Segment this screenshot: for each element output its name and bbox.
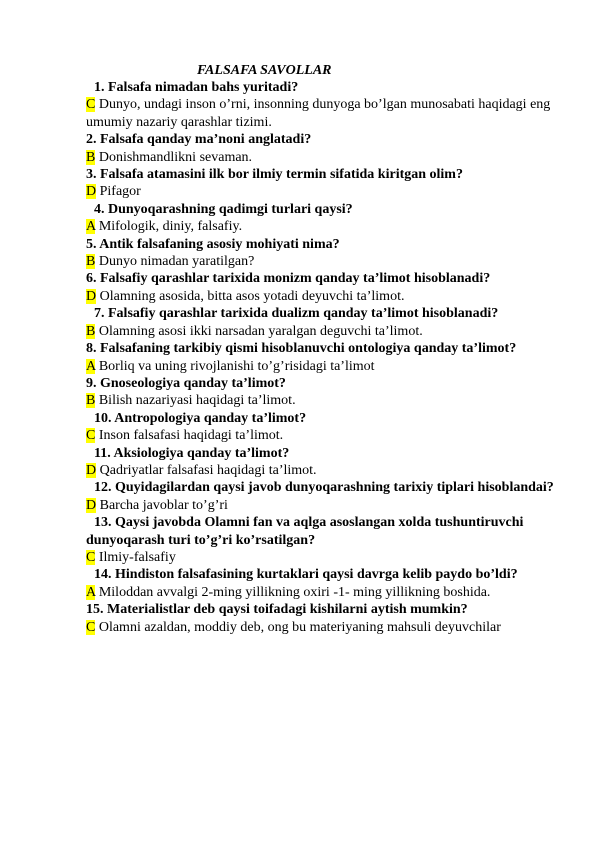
question-14: 14. Hindiston falsafasining kurtaklari qaysi davrga kelib paydo bo’ldi? — [94, 567, 518, 583]
answer-10 — [86, 427, 566, 444]
question-1: 1. Falsafa nimadan bahs yuritadi? — [94, 80, 299, 95]
answer-14 — [86, 584, 566, 601]
question-2: 2. Falsafa qanday ma’noni anglatadi? — [86, 132, 312, 148]
answer-text: Mifologik, diniy, falsafiy. — [95, 219, 243, 235]
question-3: 3. Falsafa atamasini ilk bor ilmiy termin sifatida kiritgan olim? — [86, 167, 463, 183]
answer-15 — [86, 619, 566, 636]
question-8: 8. Falsafaning tarkibiy qismi hisoblanuvchi ontologiya qanday ta’limot? — [86, 341, 517, 357]
question-15: 15. Materialistlar deb qaysi toifadagi kishilarni aytish mumkin? — [86, 602, 468, 618]
answer-letter: C — [86, 97, 96, 113]
answer-text: Miloddan avvalgi 2-ming yillikning oxiri -1- ming yillikning boshida. — [95, 584, 491, 600]
answer-text: Borliq va uning rivojlanishi to’g’risidagi ta’limot — [95, 358, 375, 374]
answer-text: Inson falsafasi haqidagi ta’limot. — [95, 428, 284, 444]
answer-1 — [86, 96, 566, 131]
answer-13 — [86, 549, 566, 566]
answer-text: Donishmandlikni sevaman. — [95, 149, 253, 165]
answer-letter: D — [86, 462, 97, 478]
answer-text: Ilmiy-falsafiy — [95, 549, 176, 565]
answer-letter: A — [86, 219, 96, 235]
answer-text: Olamning asosida, bitta asos yotadi deyuvchi ta’limot. — [96, 288, 405, 304]
answer-text: Olamning asosi ikki narsadan yaralgan deguvchi ta’limot. — [95, 323, 423, 339]
answer-8 — [86, 358, 566, 375]
answer-text: Pifagor — [96, 184, 141, 200]
answer-text: Dunyo nimadan yaratilgan? — [95, 254, 255, 270]
question-12: 12. Quyidagilardan qaysi javob dunyoqarashning tarixiy tiplari hisoblandai? — [94, 480, 554, 496]
answer-6 — [86, 288, 566, 305]
answer-11 — [86, 462, 566, 479]
answer-text: Barcha javoblar to’g’ri — [96, 497, 228, 513]
question-9: 9. Gnoseologiya qanday ta’limot? — [86, 375, 286, 391]
answer-letter: C — [86, 619, 96, 635]
answer-text: Olamni azaldan, moddiy deb, ong bu materiyaning mahsuli deyuvchilar — [95, 619, 501, 635]
answer-5 — [86, 253, 566, 270]
answer-letter: A — [86, 584, 96, 600]
answer-letter: D — [86, 184, 97, 200]
question-10: 10. Antropologiya qanday ta’limot? — [94, 410, 307, 426]
answer-letter: B — [86, 323, 96, 339]
question-7: 7. Falsafiy qarashlar tarixida dualizm qanday ta’limot hisoblanadi? — [94, 306, 499, 322]
answer-letter: D — [86, 288, 97, 304]
answer-text: Dunyo, undagi inson o’rni, insonning dunyoga bo’lgan munosabati haqidagi eng umumiy nazariy qarashlar tizimi. — [86, 97, 551, 130]
question-11: 11. Aksiologiya qanday ta’limot? — [94, 445, 290, 461]
answer-2 — [86, 149, 566, 166]
answer-letter: C — [86, 428, 96, 444]
question-6: 6. Falsafiy qarashlar tarixida monizm qanday ta’limot hisoblanadi? — [86, 271, 491, 287]
answer-letter: B — [86, 149, 96, 165]
answer-4 — [86, 218, 566, 235]
answer-3 — [86, 183, 566, 200]
answer-text: Bilish nazariyasi haqidagi ta’limot. — [95, 393, 296, 409]
answer-letter: A — [86, 358, 96, 374]
answer-7 — [86, 323, 566, 340]
answer-letter: D — [86, 497, 97, 513]
answer-letter: B — [86, 254, 96, 270]
document-page — [86, 62, 566, 636]
question-4: 4. Dunyoqarashning qadimgi turlari qaysi? — [94, 201, 353, 217]
question-13: 13. Qaysi javobda Olamni fan va aqlga asoslangan xolda tushuntiruvchi dunyoqarash turi to’g’ri ko’rsatilgan? — [86, 515, 524, 548]
answer-letter: B — [86, 393, 96, 409]
document-title: FALSAFA SAVOLLAR — [197, 63, 332, 78]
answer-letter: C — [86, 549, 96, 565]
answer-text: Qadriyatlar falsafasi haqidagi ta’limot. — [96, 462, 317, 478]
answer-12 — [86, 497, 566, 514]
question-5: 5. Antik falsafaning asosiy mohiyati nima? — [86, 236, 340, 252]
answer-9 — [86, 392, 566, 409]
